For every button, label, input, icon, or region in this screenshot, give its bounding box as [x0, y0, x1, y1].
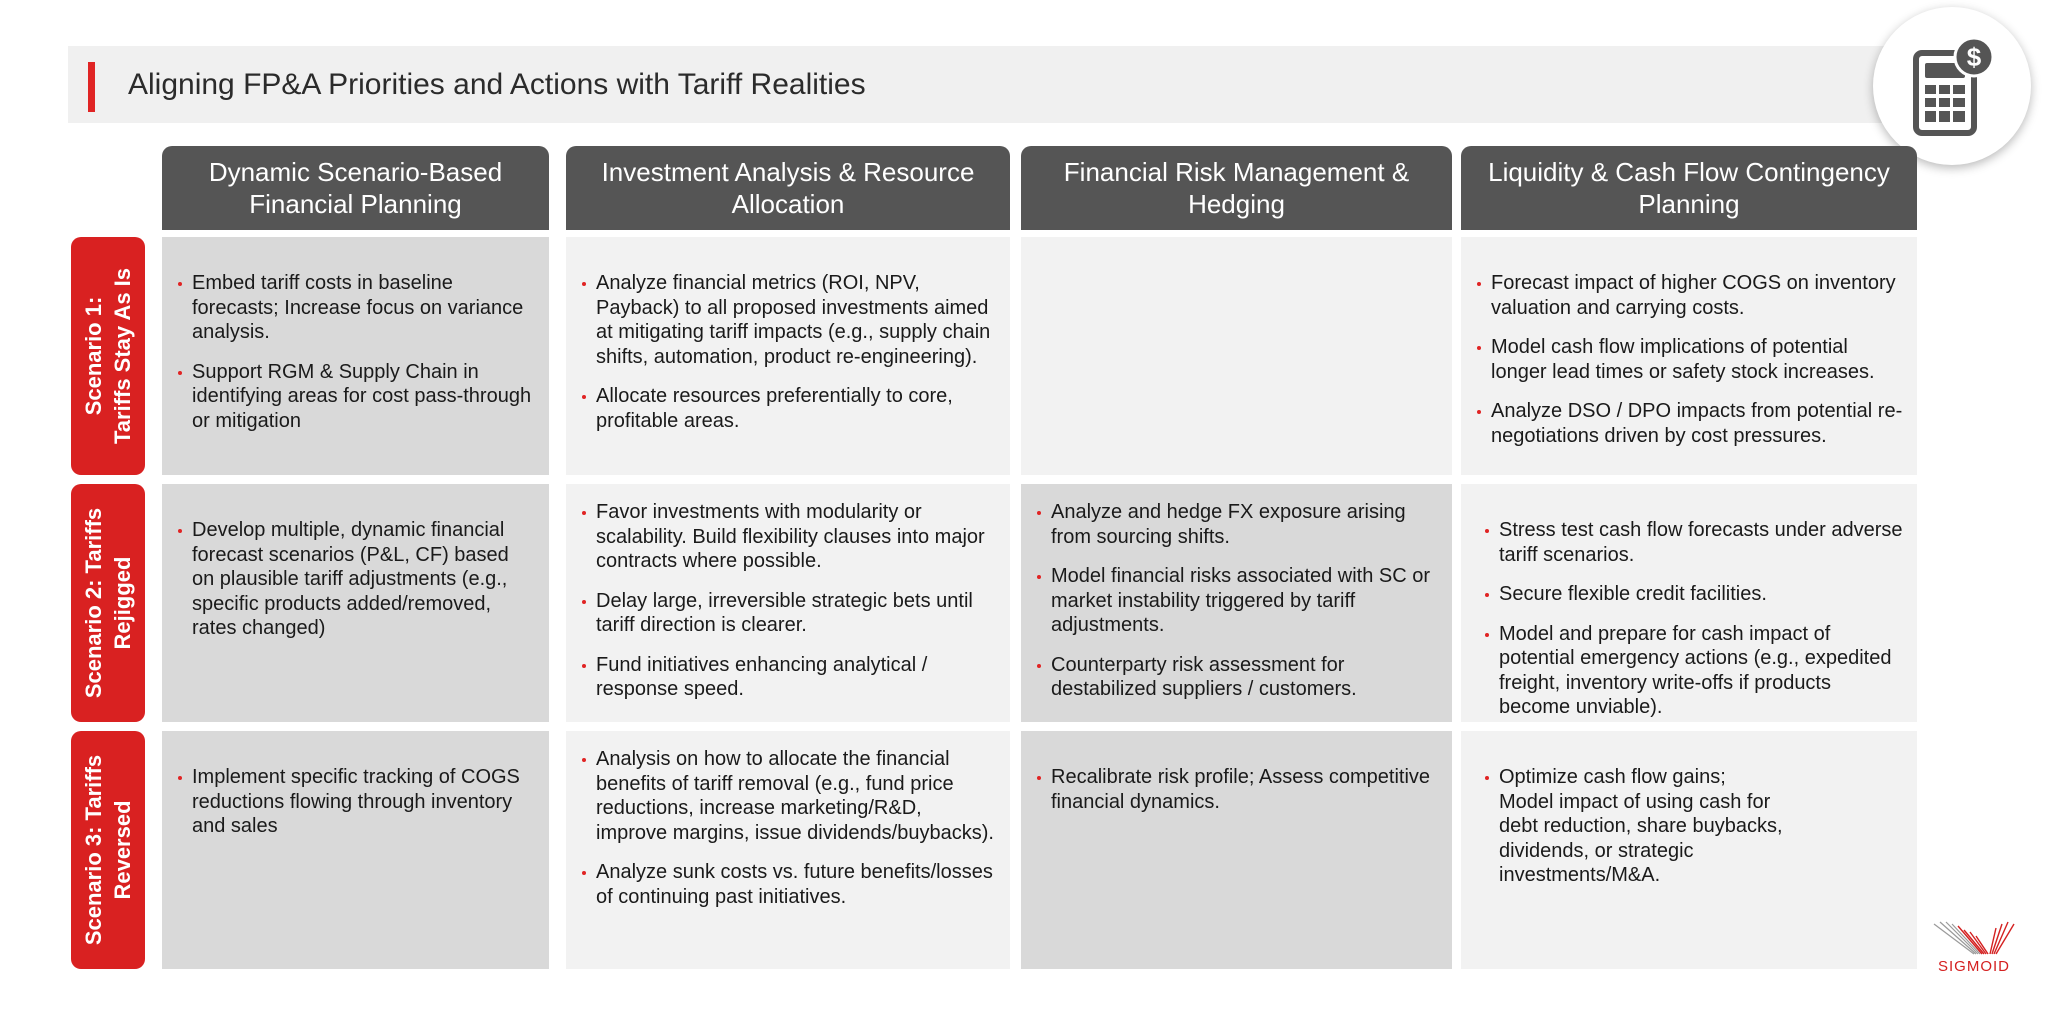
- bullet-item: Analyze DSO / DPO impacts from potential re-negotiations driven by cost pressures.: [1477, 399, 1903, 448]
- cell-scenario1-liquidity: [1461, 237, 1917, 475]
- bullet-item: Model financial risks associated with SC or market instability triggered by tariff adjustments.: [1037, 564, 1438, 638]
- bullet-item: Optimize cash flow gains; Model impact of using cash for debt reduction, share buybacks, dividends, or strategic investments/M&A.: [1485, 765, 1799, 888]
- bullet-item: Model cash flow implications of potential longer lead times or safety stock increases.: [1477, 335, 1903, 384]
- bullet-item: Favor investments with modularity or scalability. Build flexibility clauses into major contracts where possible.: [582, 500, 996, 574]
- row-label-scenario-1: Scenario 1: Tariffs Stay As Is: [71, 237, 145, 475]
- bullet-item: Model and prepare for cash impact of potential emergency actions (e.g., expedited freight, inventory write-offs if products become unviable).: [1485, 622, 1903, 720]
- brand-logo-text: SIGMOID: [1937, 958, 2010, 975]
- bullet-item: Counterparty risk assessment for destabilized suppliers / customers.: [1037, 653, 1438, 702]
- bullet-item: Analyze and hedge FX exposure arising from sourcing shifts.: [1037, 500, 1438, 549]
- cell-scenario1-planning: [162, 237, 549, 475]
- bullet-item: Forecast impact of higher COGS on inventory valuation and carrying costs.: [1477, 271, 1903, 320]
- cell-scenario2-planning: [162, 484, 549, 722]
- bullet-item: Support RGM & Supply Chain in identifying areas for cost pass-through or mitigation: [178, 360, 535, 434]
- column-header-risk: Financial Risk Management & Hedging: [1021, 146, 1452, 230]
- column-header-liquidity: Liquidity & Cash Flow Contingency Planning: [1461, 146, 1917, 230]
- bullet-item: Analyze sunk costs vs. future benefits/losses of continuing past initiatives.: [582, 860, 996, 909]
- row-label-scenario-2: Scenario 2: Tariffs Rejigged: [71, 484, 145, 722]
- cell-scenario2-risk: [1021, 484, 1452, 722]
- cell-scenario3-risk: [1021, 731, 1452, 969]
- bullet-item: Analysis on how to allocate the financial benefits of tariff removal (e.g., fund price reductions, increase marketing/R&D, improve margins, issue dividends/buybacks).: [582, 747, 996, 845]
- cell-scenario1-investment: [566, 237, 1010, 475]
- column-header-planning: Dynamic Scenario-Based Financial Planning: [162, 146, 549, 230]
- svg-text:$: $: [1966, 42, 1982, 72]
- bullet-item: Delay large, irreversible strategic bets until tariff direction is clearer.: [582, 589, 996, 638]
- bullet-item: Allocate resources preferentially to core, profitable areas.: [582, 384, 996, 433]
- cell-scenario2-liquidity: [1461, 484, 1917, 722]
- bullet-item: Stress test cash flow forecasts under adverse tariff scenarios.: [1485, 518, 1903, 567]
- cell-scenario3-liquidity: [1461, 731, 1917, 969]
- title-accent-bar: [88, 62, 95, 112]
- cell-scenario1-risk: [1021, 237, 1452, 475]
- bullet-item: Analyze financial metrics (ROI, NPV, Payback) to all proposed investments aimed at mitigating tariff impacts (e.g., supply chain shifts, automation, product re-engineering).: [582, 271, 996, 369]
- bullet-item: Develop multiple, dynamic financial forecast scenarios (P&L, CF) based on plausible tariff adjustments (e.g., specific products added/removed, rates changed): [178, 518, 535, 641]
- column-header-investment: Investment Analysis & Resource Allocation: [566, 146, 1010, 230]
- bullet-item: Fund initiatives enhancing analytical / response speed.: [582, 653, 996, 702]
- cell-scenario2-investment: [566, 484, 1010, 722]
- cell-scenario3-investment: [566, 731, 1010, 969]
- bullet-item: Embed tariff costs in baseline forecasts; Increase focus on variance analysis.: [178, 271, 535, 345]
- bullet-item: Recalibrate risk profile; Assess competitive financial dynamics.: [1037, 765, 1438, 814]
- bullet-item: Secure flexible credit facilities.: [1485, 582, 1903, 607]
- row-label-scenario-3: Scenario 3: Tariffs Reversed: [71, 731, 145, 969]
- bullet-item: Implement specific tracking of COGS reductions flowing through inventory and sales: [178, 765, 535, 839]
- page-title: Aligning FP&A Priorities and Actions with Tariff Realities: [128, 68, 866, 101]
- calculator-dollar-icon: [1873, 7, 2031, 165]
- cell-scenario3-planning: [162, 731, 549, 969]
